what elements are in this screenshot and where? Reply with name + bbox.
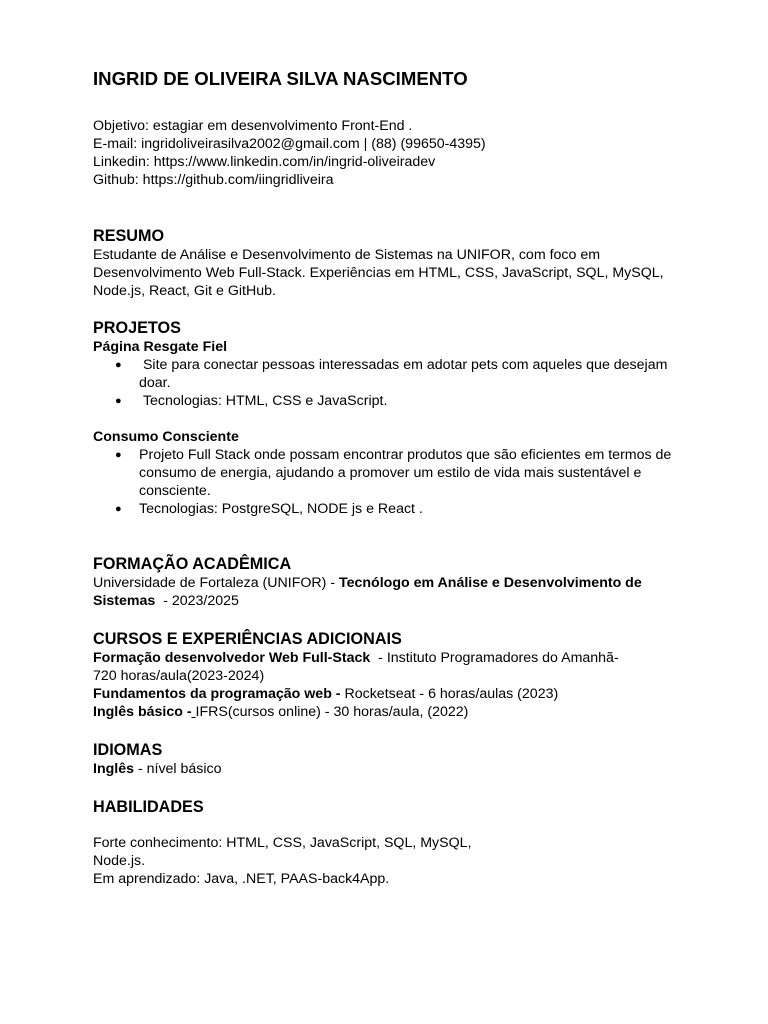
project-title: Página Resgate Fiel bbox=[93, 339, 228, 355]
resumo-heading: RESUMO bbox=[93, 227, 165, 245]
objective-line: Objetivo: estagiar em desenvolvimento Front-End . bbox=[93, 118, 413, 134]
idiomas-section bbox=[93, 740, 683, 778]
bullet-icon: ● bbox=[115, 503, 122, 515]
projetos-section bbox=[93, 318, 683, 518]
list-item: ● Site para conectar pessoas interessadas em adotar pets com aqueles que desejam doar. bbox=[115, 357, 672, 391]
period: - 2023/2025 bbox=[155, 593, 239, 609]
formacao-heading: FORMAÇÃO ACADÊMICA bbox=[93, 555, 292, 573]
cursos-section bbox=[93, 629, 683, 721]
resumo-section bbox=[93, 226, 683, 300]
course-item: Fundamentos da programação web - Rocketseat - 6 horas/aulas (2023) bbox=[93, 686, 559, 702]
course-item: Formação desenvolvedor Web Full-Stack - Instituto Programadores do Amanhã- 720 horas/aula(2023-2024) bbox=[93, 650, 619, 684]
course: Tecnólogo em Análise e Desenvolvimento de Sistemas bbox=[93, 575, 642, 609]
institution: Universidade de Fortaleza (UNIFOR) - bbox=[93, 575, 339, 591]
cursos-heading: CURSOS E EXPERIÊNCIAS ADICIONAIS bbox=[93, 630, 402, 648]
contact-block bbox=[93, 117, 683, 189]
bullet-icon: ● bbox=[115, 395, 122, 407]
bullet-icon: ● bbox=[115, 359, 122, 371]
habilidades-section bbox=[93, 797, 683, 888]
skills-line: Node.js. bbox=[93, 853, 146, 869]
email-line: E-mail: ingridoliveirasilva2002@gmail.com | (88) (99650-4395) bbox=[93, 136, 486, 152]
github-line: Github: https://github.com/iingridliveira bbox=[93, 172, 334, 188]
formacao-text bbox=[93, 574, 683, 610]
language-line: Inglês - nível básico bbox=[93, 761, 222, 777]
candidate-name: INGRID DE OLIVEIRA SILVA NASCIMENTO bbox=[93, 68, 468, 89]
resumo-text: Estudante de Análise e Desenvolvimento de Sistemas na UNIFOR, com foco em Desenvolvimento Web Full-Stack. Experiências em HTML, CSS, JavaScript, SQL, MySQL, Node.js, React, Git e GitHub. bbox=[93, 247, 664, 299]
idiomas-heading: IDIOMAS bbox=[93, 741, 163, 759]
projetos-heading: PROJETOS bbox=[93, 319, 181, 337]
formacao-section bbox=[93, 554, 683, 610]
list-item: ● Tecnologias: HTML, CSS e JavaScript. bbox=[115, 393, 388, 409]
course-item: Inglês básico - IFRS(cursos online) - 30 horas/aula, (2022) bbox=[93, 704, 469, 720]
spacer bbox=[93, 817, 683, 834]
list-item: ● Projeto Full Stack onde possam encontrar produtos que são eficientes em termos de consumo de energia, ajudando a promover um estilo de vida mais sustentável e consciente. bbox=[115, 447, 672, 499]
linkedin-line: Linkedin: https://www.linkedin.com/in/ingrid-oliveiradev bbox=[93, 154, 436, 170]
habilidades-heading: HABILIDADES bbox=[93, 798, 204, 816]
project-bullets bbox=[93, 446, 683, 518]
bullet-icon: ● bbox=[115, 449, 122, 461]
list-item: ● Tecnologias: PostgreSQL, NODE js e React . bbox=[115, 501, 423, 517]
skills-line: Forte conhecimento: HTML, CSS, JavaScript, SQL, MySQL, bbox=[93, 835, 472, 851]
resume bbox=[93, 67, 683, 888]
project-title: Consumo Consciente bbox=[93, 429, 239, 445]
learning-line: Em aprendizado: Java, .NET, PAAS-back4App. bbox=[93, 871, 390, 887]
project-bullets bbox=[93, 356, 683, 410]
